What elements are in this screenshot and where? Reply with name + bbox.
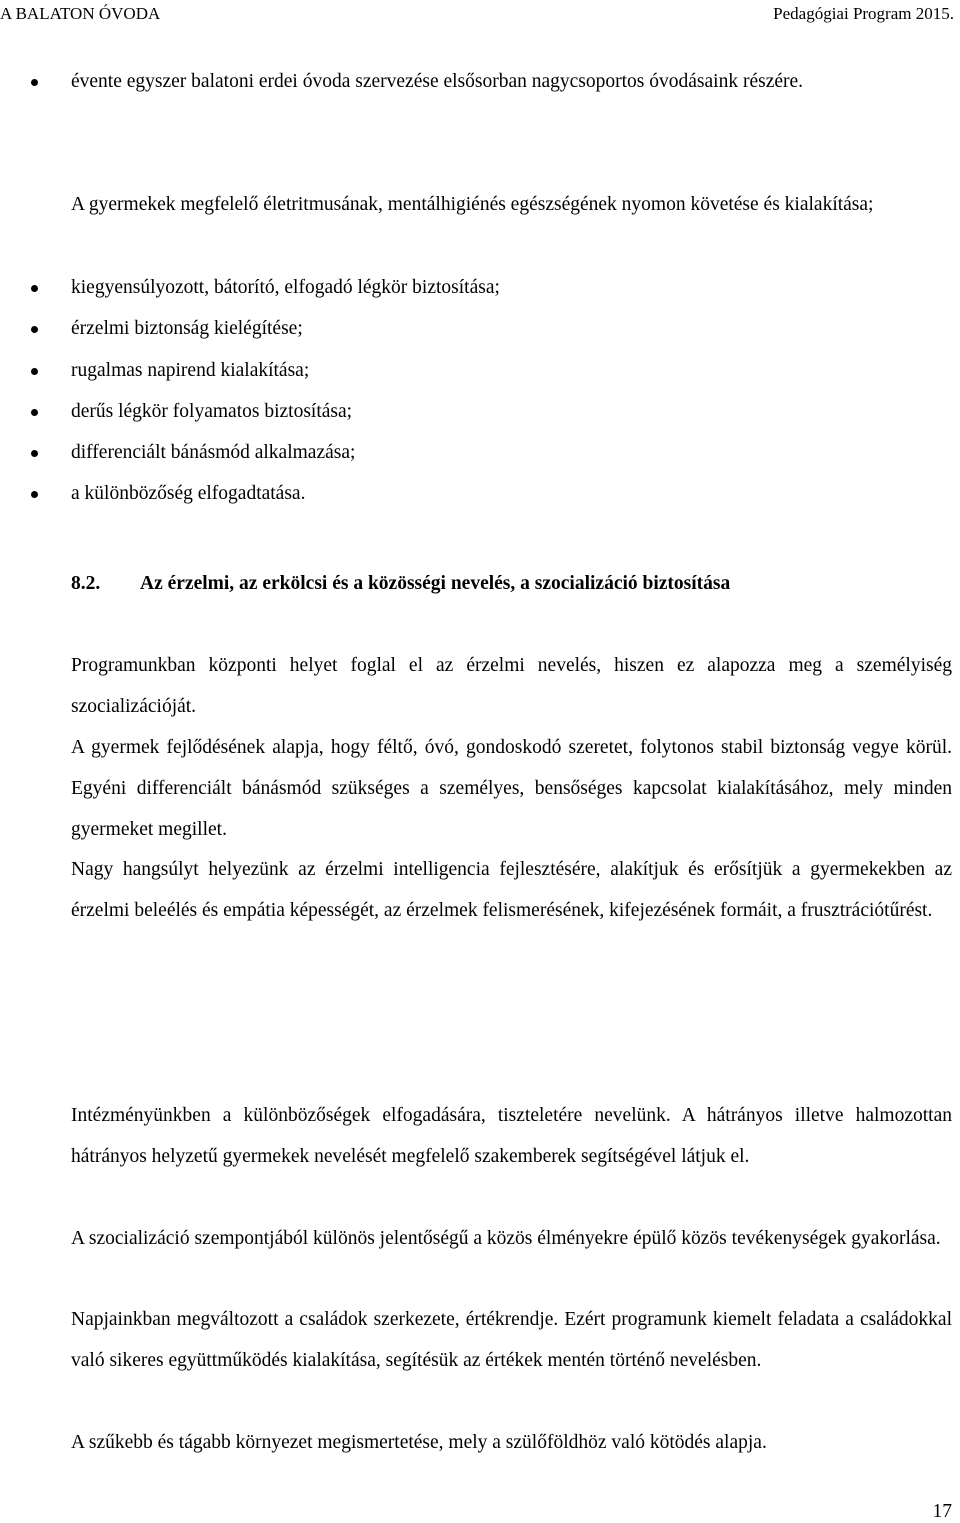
body-paragraph: Intézményünkben a különbözőségek elfogadására, tiszteletére nevelünk. A hátrányos illetve halmozottan hátrányos helyzetű gyermekek nevelését megfelelő szakemberek segítségével látjuk el. (71, 1105, 952, 1167)
bullet-icon (31, 450, 38, 457)
intro-paragraph: A gyermekek megfelelő életritmusának, mentálhigiénés egészségének nyomon követése és kialakítása; (71, 194, 874, 215)
list-item: érzelmi biztonság kielégítése; (71, 318, 303, 339)
body-paragraph: Nagy hangsúlyt helyezünk az érzelmi intelligencia fejlesztésére, alakítjuk és erősítjük a gyermekekben az érzelmi beleélés és empátia képességét, az érzelmek felismerésének, kifejezésének formáit, a frusztrációtűrést. (71, 859, 952, 921)
bullet-icon (31, 409, 38, 416)
bullet-icon (31, 368, 38, 375)
list-item: derűs légkör folyamatos biztosítása; (71, 401, 353, 422)
bullet-icon (31, 491, 38, 498)
bullet-icon (31, 79, 38, 86)
header-document-title: Pedagógiai Program 2015. (773, 4, 954, 23)
list-item: rugalmas napirend kialakítása; (71, 360, 310, 381)
list-item: differenciált bánásmód alkalmazása; (71, 442, 356, 463)
page-number: 17 (932, 1501, 952, 1522)
bullet-icon (31, 285, 38, 292)
body-paragraph: A gyermek fejlődésének alapja, hogy féltő, óvó, gondoskodó szeretet, folytonos stabil biztonság vegye körül. Egyéni differenciált bánásmód szükséges a személyes, bensőséges kapcsolat kialakításához, mely minden gyermeket megillet. (71, 737, 952, 840)
bullet-icon (31, 326, 38, 333)
list-item: a különbözőség elfogadtatása. (71, 483, 306, 504)
body-paragraph: Programunkban központi helyet foglal el az érzelmi nevelés, hiszen ez alapozza meg a személyiség szocializációját. (71, 655, 952, 717)
section-number: 8.2. (71, 573, 101, 594)
list-item: évente egyszer balatoni erdei óvoda szervezése elsősorban nagycsoportos óvodásaink részére. (71, 71, 804, 92)
list-item: kiegyensúlyozott, bátorító, elfogadó légkör biztosítása; (71, 277, 500, 298)
body-paragraph: A szocializáció szempontjából különös jelentőségű a közös élményekre épülő közös tevékenységek gyakorlása. (71, 1228, 941, 1249)
body-paragraph: A szűkebb és tágabb környezet megismertetése, mely a szülőföldhöz való kötödés alapja. (71, 1432, 767, 1453)
body-paragraph: Napjainkban megváltozott a családok szerkezete, értékrendje. Ezért programunk kiemelt feladata a családokkal való sikeres együttműködés kialakítása, segítésük az értékek mentén történő nevelésben. (71, 1309, 952, 1371)
section-title: Az érzelmi, az erkölcsi és a közösségi nevelés, a szocializáció biztosítása (140, 573, 731, 594)
header-school-name: A BALATON ÓVODA (0, 4, 161, 23)
